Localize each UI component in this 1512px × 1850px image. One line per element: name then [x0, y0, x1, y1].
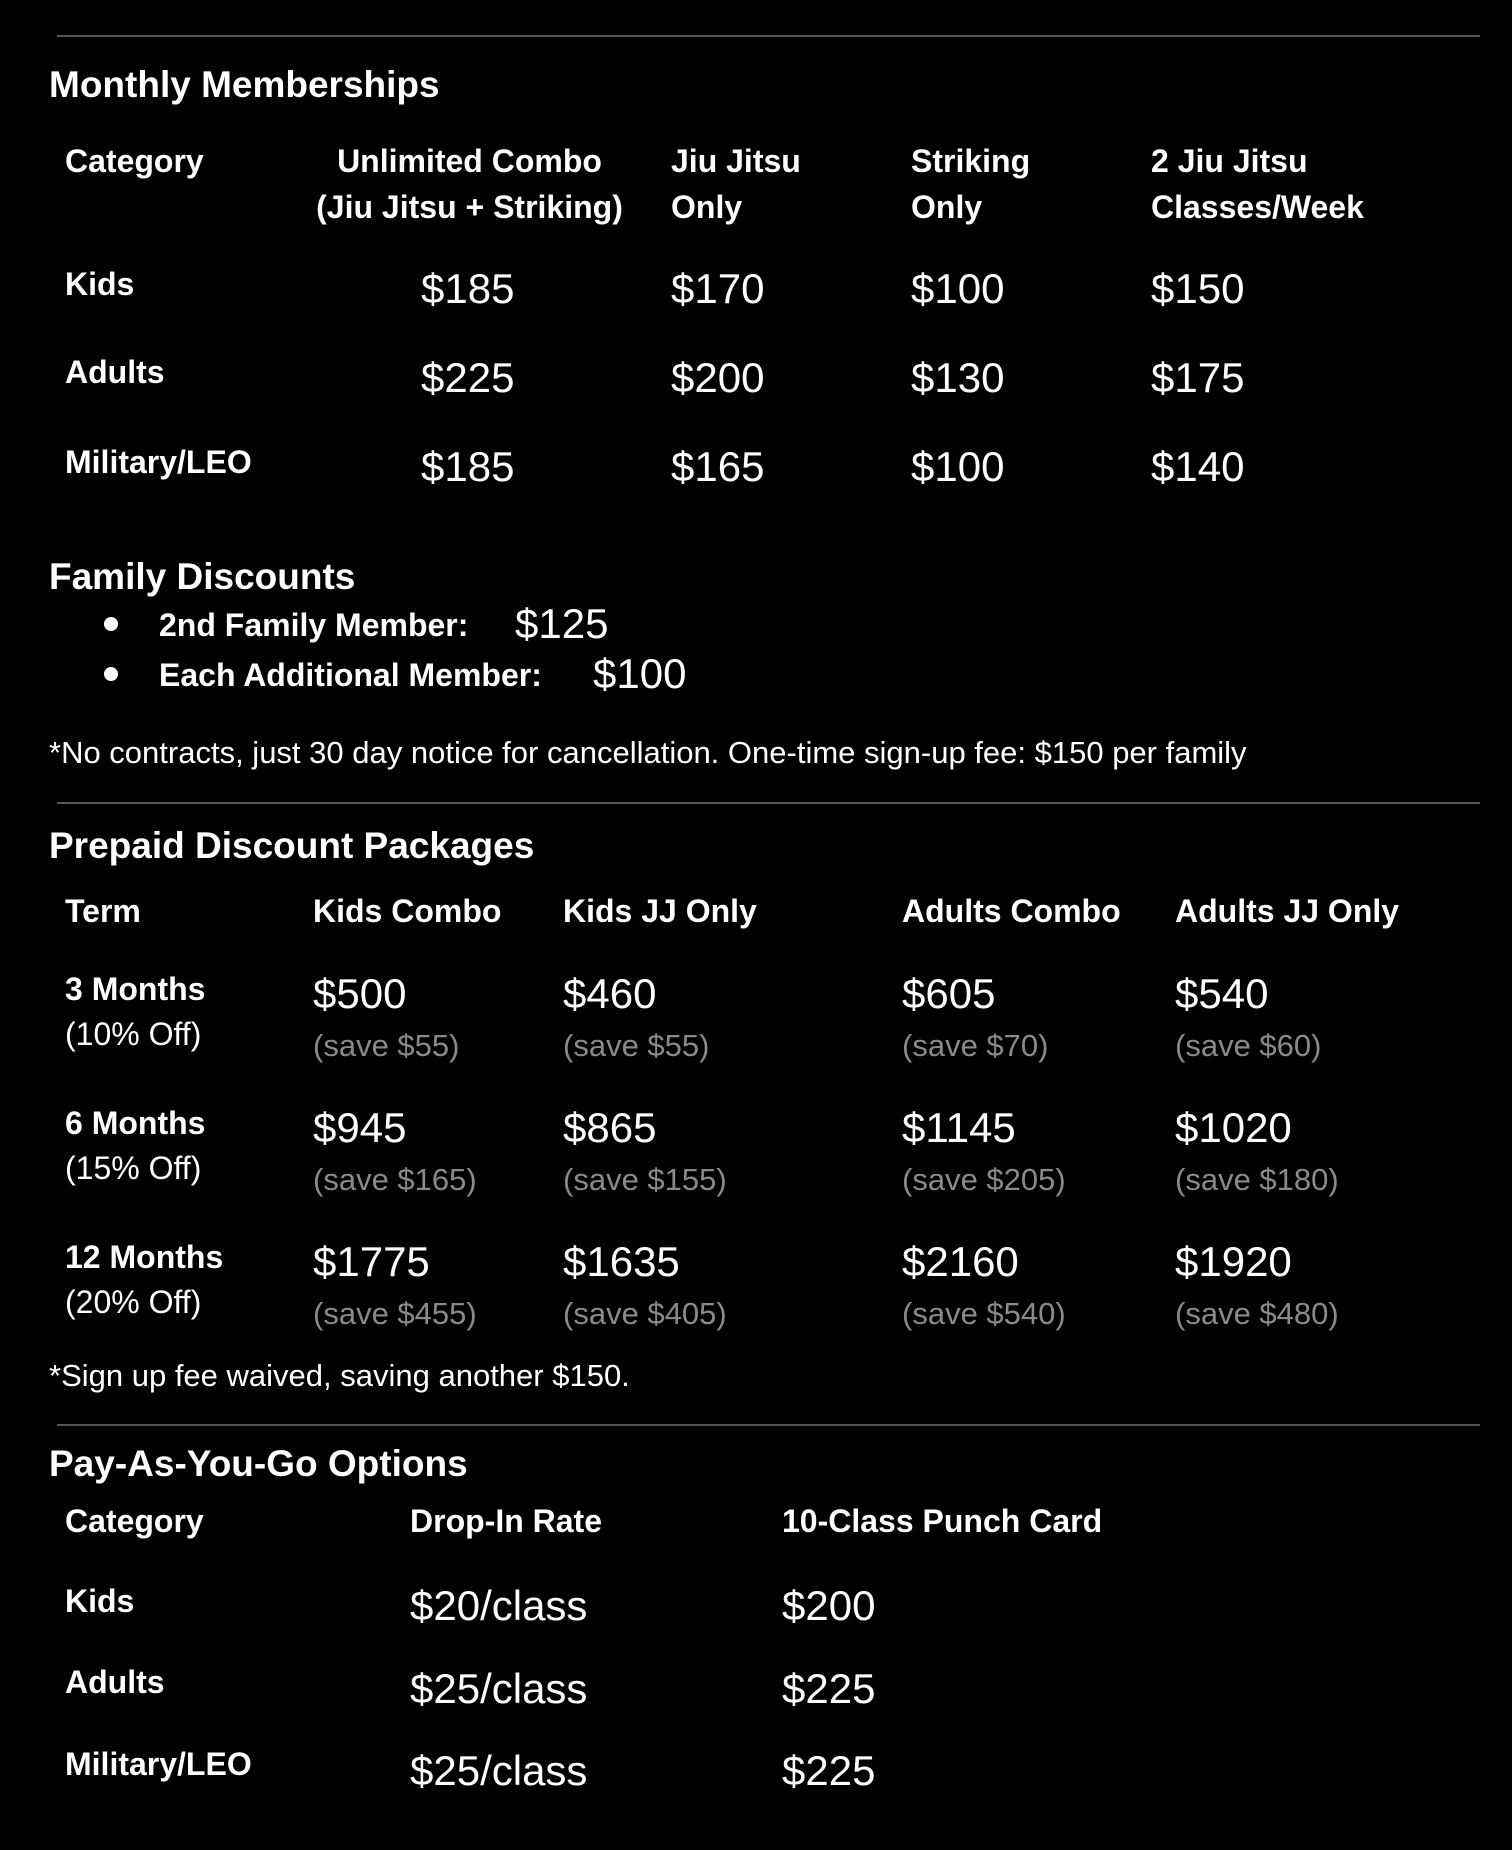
- monthly-price: $175: [1151, 354, 1245, 401]
- monthly-price: $140: [1151, 443, 1245, 490]
- prepaid-savings: (save $155): [563, 1162, 727, 1197]
- prepaid-savings: (save $540): [902, 1296, 1066, 1331]
- section-divider: [57, 802, 1480, 804]
- prepaid-header-kids-combo: Kids Combo: [313, 893, 502, 929]
- payg-header-drop-in-rate: Drop-In Rate: [410, 1503, 602, 1539]
- monthly-price: $200: [671, 354, 765, 401]
- prepaid-term-discount: (15% Off): [65, 1150, 202, 1186]
- prepaid-price: $540: [1175, 970, 1269, 1017]
- header-line: Jiu Jitsu: [671, 143, 801, 179]
- payg-header-category: Category: [65, 1503, 204, 1539]
- monthly-row-category: Kids: [65, 266, 135, 302]
- prepaid-price: $865: [563, 1104, 657, 1151]
- family-discount-label: 2nd Family Member:: [159, 607, 469, 643]
- prepaid-savings: (save $480): [1175, 1296, 1339, 1331]
- prepaid-savings: (save $70): [902, 1028, 1049, 1063]
- prepaid-header-term: Term: [65, 893, 141, 929]
- payg-punch-card-price: $200: [782, 1582, 876, 1629]
- payg-punch-card-price: $225: [782, 1665, 876, 1712]
- monthly-header-jiu-jitsu-only: [671, 138, 801, 230]
- prepaid-footnote: *Sign up fee waived, saving another $150.: [49, 1358, 630, 1393]
- prepaid-term: 12 Months: [65, 1239, 224, 1275]
- monthly-price: $165: [671, 443, 765, 490]
- header-line: Only: [911, 189, 983, 225]
- prepaid-price: $1145: [902, 1104, 1016, 1151]
- prepaid-savings: (save $405): [563, 1296, 727, 1331]
- prepaid-savings: (save $180): [1175, 1162, 1339, 1197]
- monthly-price: $170: [671, 265, 765, 312]
- payg-header-punch-card: 10-Class Punch Card: [782, 1503, 1103, 1539]
- monthly-price: $185: [421, 443, 515, 490]
- payg-row-category: Military/LEO: [65, 1746, 252, 1782]
- prepaid-price: $1635: [563, 1238, 680, 1285]
- section-divider: [57, 1424, 1480, 1426]
- monthly-price: $130: [911, 354, 1005, 401]
- prepaid-savings: (save $165): [313, 1162, 477, 1197]
- prepaid-price: $1775: [313, 1238, 430, 1285]
- prepaid-header-adults-combo: Adults Combo: [902, 893, 1121, 929]
- payg-punch-card-price: $225: [782, 1747, 876, 1794]
- payg-row-category: Kids: [65, 1583, 135, 1619]
- header-line: Unlimited Combo: [337, 143, 602, 179]
- monthly-price: $150: [1151, 265, 1245, 312]
- monthly-price: $185: [421, 265, 515, 312]
- monthly-header-striking-only: [911, 138, 1030, 230]
- monthly-price: $100: [911, 265, 1005, 312]
- prepaid-savings: (save $205): [902, 1162, 1066, 1197]
- prepaid-savings: (save $60): [1175, 1028, 1322, 1063]
- monthly-header-unlimited-combo: [307, 138, 632, 230]
- prepaid-savings: (save $55): [563, 1028, 710, 1063]
- prepaid-price: $500: [313, 970, 407, 1017]
- header-line: Striking: [911, 143, 1031, 179]
- prepaid-savings: (save $455): [313, 1296, 477, 1331]
- prepaid-price: $605: [902, 970, 996, 1017]
- monthly-header-2-jj-classes-week: [1151, 138, 1364, 230]
- monthly-title: Monthly Memberships: [49, 64, 440, 105]
- header-line: 2 Jiu Jitsu: [1151, 143, 1308, 179]
- header-line: (Jiu Jitsu + Striking): [316, 189, 623, 225]
- family-discounts-title: Family Discounts: [49, 556, 356, 597]
- monthly-row-category: Military/LEO: [65, 444, 252, 480]
- prepaid-price: $1920: [1175, 1238, 1292, 1285]
- monthly-footnote: *No contracts, just 30 day notice for cancellation. One-time sign-up fee: $150 per family: [49, 735, 1247, 770]
- payg-drop-in-price: $25/class: [410, 1665, 588, 1712]
- prepaid-title: Prepaid Discount Packages: [49, 825, 535, 866]
- top-divider: [57, 35, 1480, 37]
- bullet-icon: [104, 667, 118, 681]
- prepaid-term-discount: (20% Off): [65, 1284, 202, 1320]
- payg-row-category: Adults: [65, 1664, 165, 1700]
- bullet-icon: [104, 617, 118, 631]
- monthly-price: $100: [911, 443, 1005, 490]
- payg-drop-in-price: $25/class: [410, 1747, 588, 1794]
- prepaid-price: $945: [313, 1104, 407, 1151]
- prepaid-price: $1020: [1175, 1104, 1292, 1151]
- prepaid-header-kids-jj-only: Kids JJ Only: [563, 893, 757, 929]
- monthly-header-category: Category: [65, 143, 204, 179]
- prepaid-price: $460: [563, 970, 657, 1017]
- family-discount-price: $100: [593, 650, 687, 697]
- prepaid-term: 6 Months: [65, 1105, 206, 1141]
- prepaid-savings: (save $55): [313, 1028, 460, 1063]
- family-discount-label: Each Additional Member:: [159, 657, 542, 693]
- family-discount-price: $125: [515, 600, 609, 647]
- prepaid-term-discount: (10% Off): [65, 1016, 202, 1052]
- header-line: Only: [671, 189, 743, 225]
- payg-title: Pay-As-You-Go Options: [49, 1443, 468, 1484]
- payg-drop-in-price: $20/class: [410, 1582, 588, 1629]
- prepaid-term: 3 Months: [65, 971, 206, 1007]
- monthly-price: $225: [421, 354, 515, 401]
- monthly-row-category: Adults: [65, 354, 165, 390]
- header-line: Classes/Week: [1151, 189, 1364, 225]
- prepaid-price: $2160: [902, 1238, 1019, 1285]
- prepaid-header-adults-jj-only: Adults JJ Only: [1175, 893, 1400, 929]
